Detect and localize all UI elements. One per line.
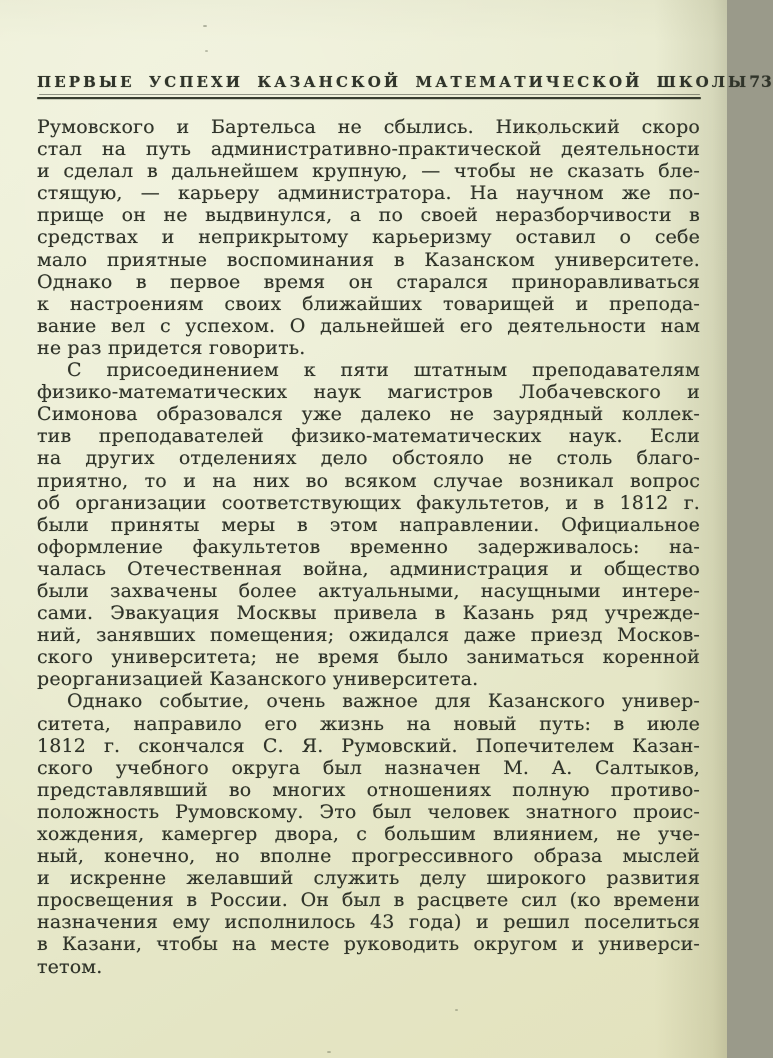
text-line: физико-математических наук магистров Лобачевского и [37, 381, 700, 404]
text-line: тив преподавателей физико-математических наук. Если [37, 425, 700, 448]
text-line: ный, конечно, но вполне прогрессивного образа мыслей [37, 845, 700, 868]
page-number: 73 [749, 72, 773, 91]
text-line: вание вел с успехом. О дальнейшей его деятельности нам [37, 314, 700, 337]
text-line: ситета, направило его жизнь на новый путь: в июле [37, 712, 700, 735]
text-line: были захвачены более актуальными, насущными интере- [37, 579, 700, 602]
paragraph [37, 359, 700, 690]
text-line: С присоединением к пяти штатным преподавателям [67, 359, 700, 382]
running-header-title: ПЕРВЫЕ УСПЕХИ КАЗАНСКОЙ МАТЕМАТИЧЕСКОЙ ШКОЛЫ [37, 73, 750, 91]
text-line: и искренне желавший служить делу широкого развития [37, 867, 700, 890]
paper-speck [327, 1051, 331, 1053]
text-line: приятно, то и на них во всяком случае возникал вопрос [37, 469, 700, 492]
text-line: не раз придется говорить. [37, 336, 306, 359]
paragraph [37, 116, 700, 359]
text-line: положность Румовскому. Это был человек знатного проис- [37, 800, 700, 823]
text-line: об организации соответствующих факультетов, и в 1812 г. [37, 491, 700, 514]
text-line: средствах и неприкрытому карьеризму оставил о себе [37, 226, 700, 249]
paper-speck [537, 132, 540, 135]
paper-speck [455, 1009, 458, 1011]
text-line: тетом. [37, 955, 103, 978]
text-line: ского университета; не время было заниматься коренной [37, 646, 700, 669]
header-rule [37, 94, 701, 100]
text-line: назначения ему исполнилось 43 года) и решил поселиться [37, 911, 700, 934]
text-line: к настроениям своих ближайших товарищей и препода- [37, 292, 700, 315]
text-line: просвещения в России. Он был в расцвете сил (ко времени [37, 889, 700, 912]
text-line: Симонова образовался уже далеко не заурядный коллек- [37, 403, 700, 426]
text-line: хождения, камергер двора, с большим влиянием, не уче- [37, 823, 700, 845]
text-line: Румовского и Бартельса не сбылись. Никольский скоро [37, 116, 700, 138]
text-line: стящую, — карьеру администратора. На научном же по- [37, 182, 700, 205]
text-line: представлявший во многих отношениях полную противо- [37, 778, 700, 801]
paper-speck [205, 50, 208, 52]
text-line: мало приятные воспоминания в Казанском университете. [37, 248, 700, 271]
text-line: 1812 г. скончался С. Я. Румовский. Попечителем Казан- [37, 734, 700, 757]
text-line: ний, занявших помещения; ожидался даже приезд Москов- [37, 624, 700, 647]
paper-speck [545, 418, 548, 421]
text-line: ского учебного округа был назначен М. А. Салтыков, [37, 756, 700, 779]
paper-speck [203, 25, 207, 27]
text-line: Однако событие, очень важное для Казанского универ- [67, 690, 700, 713]
text-line: на других отделениях дело обстояло не столь благо- [37, 447, 700, 470]
text-line: в Казани, чтобы на месте руководить округом и универси- [37, 933, 700, 956]
text-line: сами. Эвакуация Москвы привела в Казань ряд учрежде- [37, 602, 700, 625]
text-line: были приняты меры в этом направлении. Официальное [37, 513, 700, 536]
text-line: и сделал в дальнейшем крупную, — чтобы не сказать бле- [37, 160, 700, 183]
paragraph [37, 690, 700, 977]
text-line: Однако в первое время он старался приноравливаться [37, 270, 700, 293]
text-line: оформление факультетов временно задерживалось: на- [37, 535, 700, 558]
running-header [37, 72, 773, 91]
text-line: реорганизацией Казанского университета. [37, 668, 479, 691]
text-line: чалась Отечественная война, администрация и общество [37, 557, 700, 580]
page-body [37, 116, 700, 978]
text-line: прище он не выдвинулся, а по своей неразборчивости в [37, 204, 700, 227]
text-line: стал на путь административно-практической деятельности [37, 138, 700, 161]
